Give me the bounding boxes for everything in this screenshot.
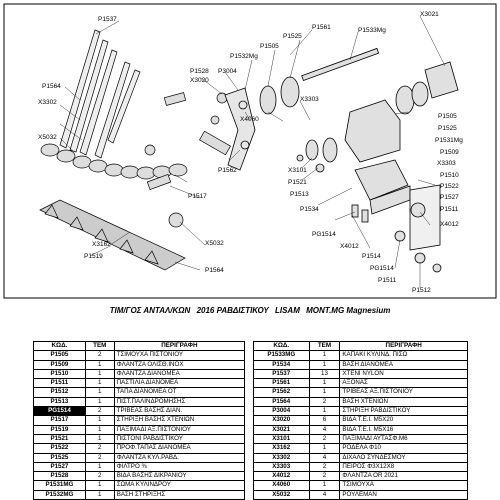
part-label: P1505	[438, 113, 457, 120]
part-label: X4012	[440, 221, 459, 228]
cell-desc: ΠΕΙΡΟΣ Φ3Χ12Χ8	[340, 462, 468, 471]
cell-desc: ΒΑΣΗ ΔΙΑΝΟΜΕΑ	[340, 360, 468, 369]
part-label: X3020	[190, 77, 209, 84]
cell-qty: 1	[85, 397, 114, 406]
table-row	[254, 434, 468, 443]
cell-desc: ΒΙΔΑ ΒΑΣΗΣ ΔΙΚΡΑΝΙΟΥ	[114, 472, 244, 481]
cell-qty: 1	[85, 416, 114, 425]
title-model: 2016 ΡΑΒΔΙΣΤΙΚΟΥ	[196, 306, 269, 315]
cell-code: P1528	[34, 472, 86, 481]
part-label: X4060	[240, 116, 259, 123]
part-label: X3021	[420, 11, 439, 18]
cell-code: X5032	[254, 490, 310, 499]
cell-code: P1511	[34, 379, 86, 388]
cell-code: P1512	[34, 388, 86, 397]
cell-code: P1527	[34, 462, 86, 471]
cell-code: P1525	[34, 453, 86, 462]
cell-qty: 2	[85, 472, 114, 481]
title-prefix: ΤΙΜ/ΓΟΣ ΑΝΤΑΛ/ΚΩΝ	[109, 306, 191, 315]
table-row	[34, 481, 245, 490]
part-label: P1534	[300, 206, 319, 213]
cell-qty: 4	[309, 453, 340, 462]
table-row	[254, 360, 468, 369]
cell-code: P1534	[254, 360, 310, 369]
cell-qty: 2	[309, 462, 340, 471]
table-row	[34, 472, 245, 481]
table-row	[254, 351, 468, 360]
cell-desc: ΒΙΔΑ Τ.Ε.Ι. Μ5Χ16	[340, 425, 468, 434]
part-label: P1533Mg	[358, 27, 386, 34]
cell-qty: 2	[85, 444, 114, 453]
comb-teeth-drawing	[60, 30, 140, 158]
cell-qty: 1	[85, 490, 114, 499]
cell-qty: 2	[85, 407, 114, 416]
table-row	[34, 453, 245, 462]
lower-comb-base-drawing	[40, 200, 185, 270]
cell-code: X3302	[254, 453, 310, 462]
part-label: P1532Mg	[230, 53, 258, 60]
part-label: P1513	[290, 191, 309, 198]
cell-desc: ΦΛΑΝΤΖΑ ΔΙΑΝΟΜΕΑ	[114, 369, 244, 378]
table-row	[34, 444, 245, 453]
cell-code: P1509	[34, 360, 86, 369]
cell-code: P3004	[254, 407, 310, 416]
cell-desc: ΤΡΙΒΕΑΣ ΒΑΣΗΣ ΔΙΑΝ.	[114, 407, 244, 416]
cell-code: X3162	[254, 444, 310, 453]
part-label: P1512	[412, 287, 431, 294]
cell-code: P1521	[34, 434, 86, 443]
part-label: P1525	[283, 33, 302, 40]
cell-desc: ΠΙΣΤΟΝΙ ΡΑΒΔΙΣΤΙΚΟΥ	[114, 434, 244, 443]
cell-qty: 1	[309, 481, 340, 490]
table-row	[254, 490, 468, 499]
cell-code: P1522	[34, 444, 86, 453]
cell-desc: ΤΣΙΜΟΥΧΑ ΠΙΣΤΟΝΙΟΥ	[114, 351, 244, 360]
cell-desc: ΦΛΑΝΤΖΑ ΚΥΛ.ΡΑΒΔ.	[114, 453, 244, 462]
part-label: P1522	[440, 183, 459, 190]
cell-code: X4060	[254, 481, 310, 490]
table-row	[254, 407, 468, 416]
cell-code: P1537	[254, 369, 310, 378]
cell-desc: ΤΑΠΑ ΔΙΑΝΟΜΕΑ ΟΤ	[114, 388, 244, 397]
part-label: P1509	[440, 149, 459, 156]
table-row	[254, 369, 468, 378]
table-row	[254, 472, 468, 481]
part-label: P1527	[440, 194, 459, 201]
part-label: PG1514	[370, 265, 394, 272]
header-qty: ΤΕΜ	[85, 342, 114, 351]
title-brand: LISAM	[274, 306, 300, 315]
part-label: P1564	[42, 83, 61, 90]
table-row	[254, 388, 468, 397]
cell-code: P1533MG	[254, 351, 310, 360]
cell-qty: 1	[85, 462, 114, 471]
table-row	[34, 397, 245, 406]
table-row	[34, 425, 245, 434]
cell-code: PG1514	[34, 407, 86, 416]
part-label: P1519	[84, 253, 103, 260]
cell-desc: ΠΑΞΙΜΑΔΙ ΑΥΤΑΣΦ.Μ6	[340, 434, 468, 443]
header-desc: ΠΕΡΙΓΡΑΦΗ	[340, 342, 468, 351]
cell-desc: ΚΑΠΑΚΙ ΚΥΛΙΝΔ. ΠΙΣΩ	[340, 351, 468, 360]
cylinder-drawing	[260, 48, 458, 172]
cell-desc: ΒΑΣΗ ΣΤΗΡΙΞΗΣ	[114, 490, 244, 499]
part-label: P1511	[378, 277, 397, 284]
cell-desc: ΤΡΙΒΕΑΣ ΑΞ.ΠΙΣΤΟΝΙΟΥ	[340, 388, 468, 397]
part-label: P1511	[440, 206, 459, 213]
part-label: X5032	[205, 240, 224, 247]
table-header-row	[254, 342, 468, 351]
table-row	[34, 360, 245, 369]
cell-qty: 1	[85, 379, 114, 388]
cell-desc: ΡΟΥΛΕΜΑΝ	[340, 490, 468, 499]
cell-desc: ΧΤΕΝΙ NYLON	[340, 369, 468, 378]
cell-code: P1561	[254, 379, 310, 388]
table-row	[34, 407, 245, 416]
cell-desc: ΣΤΗΡΙΞΗ ΡΑΒΔΙΣΤΙΚΟΥ	[340, 407, 468, 416]
cell-code: P1510	[34, 369, 86, 378]
cell-desc: ΣΤΗΡΙΞΗ ΒΑΣΗΣ ΧΤΕΝΙΩΝ	[114, 416, 244, 425]
cell-qty: 2	[309, 397, 340, 406]
cell-qty: 2	[85, 453, 114, 462]
table-row	[34, 351, 245, 360]
table-row	[254, 481, 468, 490]
title-suffix: MONT.MG Magnesium	[306, 306, 391, 315]
part-label: P1510	[440, 172, 459, 179]
part-label: P1561	[312, 24, 331, 31]
cell-code: X3021	[254, 425, 310, 434]
part-label: P1514	[362, 253, 381, 260]
table-row	[254, 462, 468, 471]
table-row	[254, 379, 468, 388]
table-row	[34, 369, 245, 378]
part-label: P1521	[288, 179, 307, 186]
part-label: X3302	[38, 99, 57, 106]
cell-desc: ΡΟΔΕΛΑ Φ10	[340, 444, 468, 453]
part-label: X4012	[340, 243, 359, 250]
cell-qty: 1	[309, 379, 340, 388]
table-row	[254, 397, 468, 406]
cell-code: P1562	[254, 388, 310, 397]
cell-qty: 13	[309, 369, 340, 378]
header-qty: ΤΕΜ	[309, 342, 340, 351]
part-label: P1537	[98, 16, 117, 23]
cell-qty: 6	[309, 416, 340, 425]
part-label: X5032	[38, 134, 57, 141]
parts-table-right	[253, 341, 468, 500]
cell-code: X3303	[254, 462, 310, 471]
table-row	[34, 462, 245, 471]
cell-desc: ΠΡΟΦ.ΤΑΠΑΣ ΔΙΑΝΟΜΕΑ	[114, 444, 244, 453]
header-code: ΚΩΔ.	[34, 342, 86, 351]
part-label: P3004	[218, 68, 237, 75]
part-label: P1528	[190, 68, 209, 75]
cell-desc: ΑΞΟΝΑΣ	[340, 379, 468, 388]
part-label: X3101	[288, 167, 307, 174]
part-label: X3162	[92, 241, 111, 248]
cell-desc: ΒΑΣΗ ΧΤΕΝΙΩΝ	[340, 397, 468, 406]
cell-code: X3101	[254, 434, 310, 443]
cell-code: P1519	[34, 425, 86, 434]
cell-desc: ΦΙΛΤΡΟ ⅜	[114, 462, 244, 471]
cell-desc: ΠΑΞΙΜΑΔΙ ΑΞ.ΠΙΣΤΟΝΙΟΥ	[114, 425, 244, 434]
part-label: P1564	[205, 267, 224, 274]
cell-qty: 4	[309, 425, 340, 434]
cell-desc: ΒΙΔΑ Τ.Ε.Ι. Μ5Χ20	[340, 416, 468, 425]
cell-qty: 2	[309, 472, 340, 481]
table-row	[34, 434, 245, 443]
support-bracket-drawing	[225, 88, 255, 170]
cell-desc: ΣΩΜΑ ΚΥΛΙΝΔΡΟΥ	[114, 481, 244, 490]
part-label: P1531Mg	[435, 137, 463, 144]
header-code: ΚΩΔ.	[254, 342, 310, 351]
table-row	[34, 379, 245, 388]
cell-qty: 1	[85, 388, 114, 397]
header-desc: ΠΕΡΙΓΡΑΦΗ	[114, 342, 244, 351]
cell-qty: 1	[309, 351, 340, 360]
cell-qty: 1	[309, 444, 340, 453]
cell-qty: 4	[309, 490, 340, 499]
table-row	[34, 490, 245, 499]
cell-qty: 1	[85, 369, 114, 378]
part-label: P1525	[438, 125, 457, 132]
cell-desc: ΠΑΣΤΙΛΙΑ ΔΙΑΝΟΜΕΑ	[114, 379, 244, 388]
part-label: X3303	[300, 96, 319, 103]
cell-code: P1564	[254, 397, 310, 406]
table-row	[254, 453, 468, 462]
cell-desc: ΔΙΧΑΛΟ ΣΥΝΔΕΣΜΟΥ	[340, 453, 468, 462]
part-label: P1562	[218, 167, 237, 174]
part-label: PG1514	[312, 231, 336, 238]
cell-qty: 2	[85, 351, 114, 360]
price-list-title	[0, 306, 500, 315]
upper-comb-base-drawing	[41, 144, 187, 179]
cell-desc: ΤΣΙΜΟΥΧΑ	[340, 481, 468, 490]
table-row	[254, 444, 468, 453]
cell-desc: ΠΙΣΤ.ΠΑΛΙΝΔΡΟΜΗΣΗΣ	[114, 397, 244, 406]
table-row	[254, 425, 468, 434]
linkage-drawing	[145, 93, 230, 227]
cell-desc: ΦΛΑΝΤΖΑ OR 2021	[340, 472, 468, 481]
cell-qty: 1	[309, 360, 340, 369]
cell-qty: 1	[309, 388, 340, 397]
cell-qty: 1	[85, 425, 114, 434]
cell-qty: 1	[85, 481, 114, 490]
table-row	[254, 416, 468, 425]
cell-code: P1513	[34, 397, 86, 406]
cell-qty: 1	[85, 434, 114, 443]
cell-qty: 2	[309, 434, 340, 443]
cell-code: X3020	[254, 416, 310, 425]
table-header-row	[34, 342, 245, 351]
cell-code: P1517	[34, 416, 86, 425]
cell-qty: 1	[309, 407, 340, 416]
cell-code: X4012	[254, 472, 310, 481]
cell-qty: 1	[85, 360, 114, 369]
part-label: P1517	[188, 193, 207, 200]
cell-code: P1532MG	[34, 490, 86, 499]
cell-code: P1531MG	[34, 481, 86, 490]
part-label: X3303	[437, 160, 456, 167]
cell-desc: ΦΛΑΝΤΖΑ ΟΛΙΣΘ.INOX	[114, 360, 244, 369]
part-label: P1505	[260, 43, 279, 50]
table-row	[34, 388, 245, 397]
parts-table-left	[33, 341, 245, 500]
table-row	[34, 416, 245, 425]
cell-code: P1505	[34, 351, 86, 360]
